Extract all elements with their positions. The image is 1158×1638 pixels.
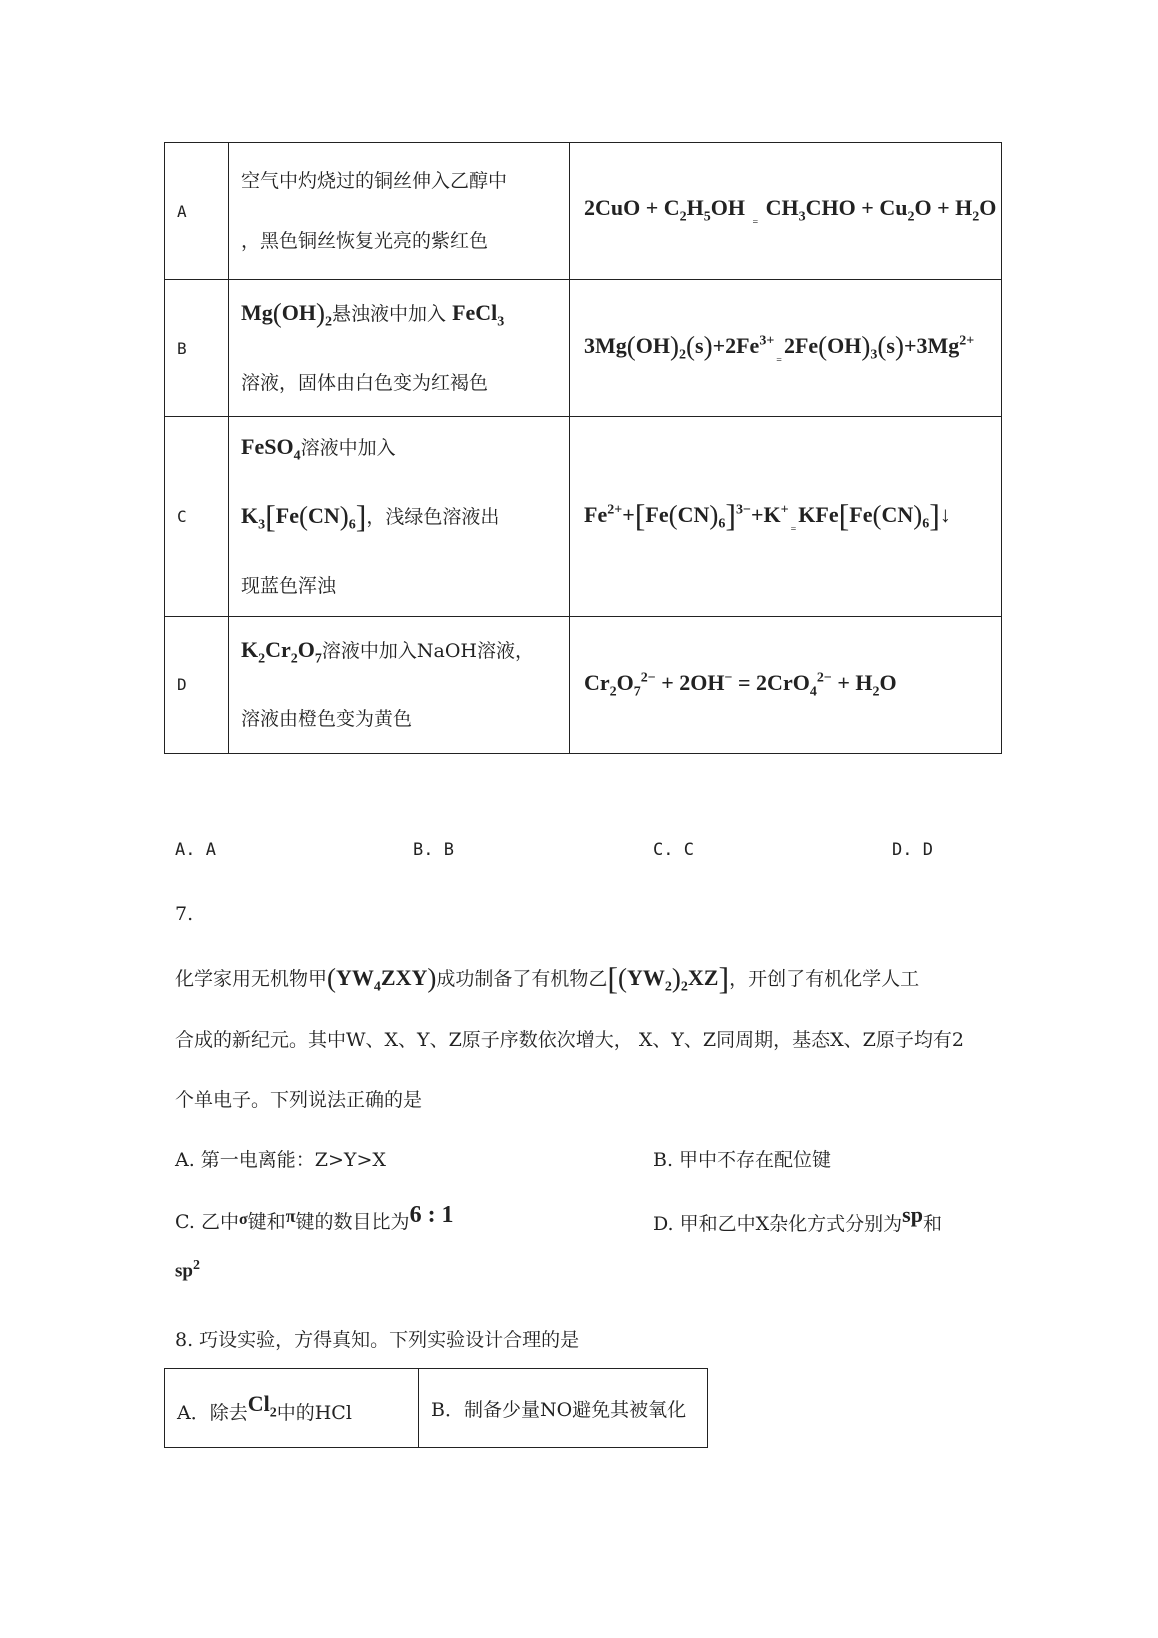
row-equation: $Cr_2O_7^{2-} + 2OH^- = 2CrO_4^{2-} + H_2O$ [570,616,1002,753]
table-row [165,143,1002,280]
reaction-table [164,142,1002,754]
q7-stem-line3: 个单电子。下列说法正确的是 [175,1089,423,1111]
q7-option-b: B. 甲中不存在配位键 [653,1149,832,1171]
formula: $[(YW_2)_2XZ]$ [607,960,730,996]
q8-cell-a: A．除去$Cl_2$中的HCl [165,1369,419,1448]
row-equation: $Fe^{2+}+[Fe(CN)_6]^{3-}+K^+_=KFe[Fe(CN)_6]↓$ [570,417,1002,617]
q7-option-d-continued: $sp^2$ [175,1258,200,1282]
table-row [165,417,1002,617]
q8-stem: 8. 巧设实验，方得真知。下列实验设计合理的是 [175,1329,580,1351]
row-equation: $2CuO + C_2H_5OH$ $_=$ $CH_3CHO + Cu_2O + H_2O$ [570,143,1002,280]
q7-option-d: D. 甲和乙中X杂化方式分别为sp和 [653,1202,942,1235]
formula: FeCl$_3$ [452,300,505,330]
row-letter: D [165,616,229,753]
q7-number: 7. [175,903,194,925]
q8-cell-b: B．制备少量NO避免其被氧化 [419,1369,708,1448]
row-equation: $3Mg(OH)_2(s)+2Fe^{3+}_=2Fe(OH)_3(s)+3Mg^{2+}$ [570,280,1002,417]
row-letter: C [165,417,229,617]
table-row [165,1369,708,1448]
q7-stem-line1: 化学家用无机物甲$(YW_4ZXY)$成功制备了有机物乙$[(YW_2)_2XZ]$，开创了有机化学人工 [175,960,920,996]
q7-stem-line2: 合成的新纪元。其中W、X、Y、Z原子序数依次增大， X、Y、Z同周期，基态X、Z原子均有2 [175,1029,964,1051]
formula: $K_2Cr_2O_7$ [241,637,322,667]
row-description: $K_2Cr_2O_7$溶液中加入NaOH溶液， 溶液由橙色变为黄色 [229,616,570,753]
row-letter: A [165,143,229,280]
q8-table [164,1368,708,1448]
q6-option-b: B. B [413,840,454,860]
q7-option-a: A. 第一电离能：Z>Y>X [175,1149,386,1171]
formula: $Mg(OH)_2$ [241,298,332,330]
formula: $K_3[Fe(CN)_6]$ [241,498,367,535]
q7-option-c: C. 乙中$^\sigma$键和π键的数目比为6 : 1 [175,1202,454,1233]
table-row [165,616,1002,753]
q6-option-a: A. A [175,840,216,860]
row-description: FeSO$_4$溶液中加入 $K_3[Fe(CN)_6]$，浅绿色溶液出 现蓝色浑浊 [229,417,570,617]
table-row [165,280,1002,417]
formula: FeSO$_4$ [241,434,301,464]
row-description: 空气中灼烧过的铜丝伸入乙醇中 ，黑色铜丝恢复光亮的紫红色 [229,143,570,280]
row-description: $Mg(OH)_2$悬浊液中加入 FeCl$_3$ 溶液，固体由白色变为红褐色 [229,280,570,417]
formula: $(YW_4ZXY)$ [327,963,437,995]
row-letter: B [165,280,229,417]
q6-option-c: C. C [653,840,694,860]
q6-option-d: D. D [892,840,933,860]
